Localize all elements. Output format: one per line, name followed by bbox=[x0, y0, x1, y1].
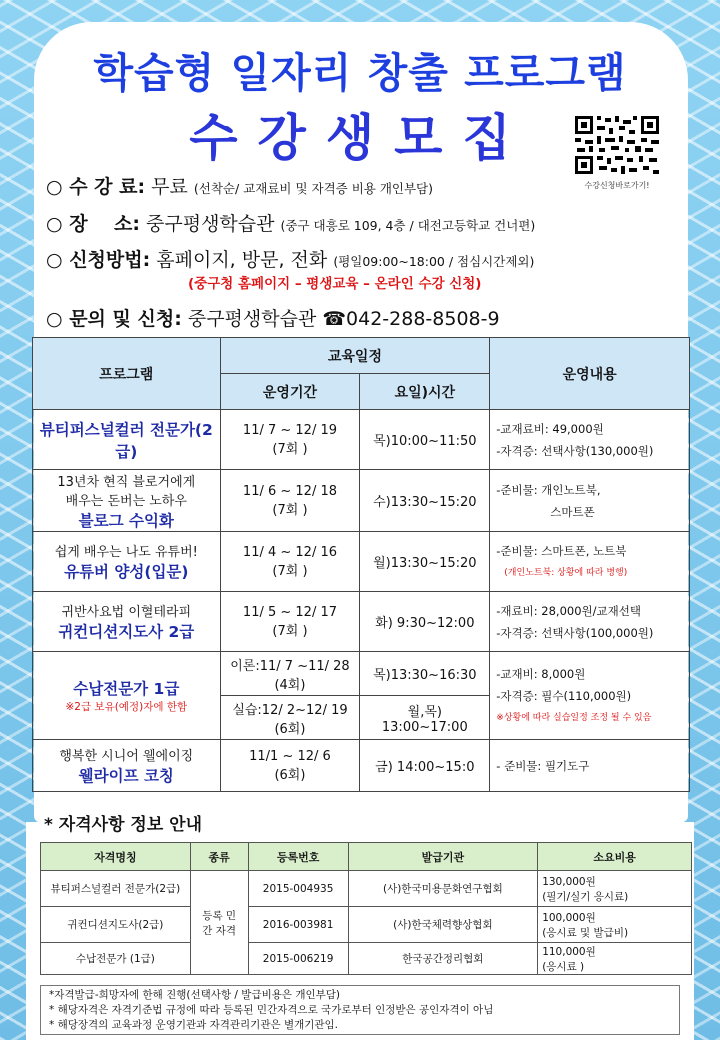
cert-cost: 110,000원 bbox=[542, 945, 596, 958]
program-pre: 13년차 현직 블로거에게 bbox=[57, 474, 196, 490]
class-time: 목)13:30~16:30 bbox=[360, 652, 490, 696]
contact-value: 중구평생학습관 ☎042-288-8508-9 bbox=[187, 308, 500, 330]
period: 11/ 4 ~ 12/ 16 bbox=[242, 544, 338, 560]
cert-cost: 130,000원 bbox=[542, 875, 596, 888]
ops-line: -교재료비: 49,000원 bbox=[496, 421, 604, 436]
table-row bbox=[41, 943, 692, 975]
apply-sub: (중구청 홈페이지 – 평생교육 – 온라인 수강 신청) bbox=[188, 276, 482, 292]
table-row bbox=[33, 410, 690, 470]
table-row bbox=[33, 470, 690, 532]
title-line2: 수강생모집 bbox=[189, 109, 531, 167]
ops-line: -준비물: 개인노트북, bbox=[496, 482, 601, 497]
class-time: 월,목) bbox=[407, 704, 442, 720]
ops-line: -자격증: 선택사항(100,000원) bbox=[496, 625, 654, 640]
header-time: 요일)시간 bbox=[360, 374, 490, 410]
note-line: * 해당자격은 자격기준법 규정에 따라 등록된 민간자격으로 국가로부터 인정받은 공인자격이 아님 bbox=[49, 1004, 494, 1016]
period: 실습:12/ 2~12/ 19 bbox=[232, 702, 348, 718]
program-name: 귀컨디션지도사 2급 bbox=[58, 623, 195, 641]
period: 이론:11/ 7 ~11/ 28 bbox=[230, 658, 350, 674]
period: 11/1 ~ 12/ 6 bbox=[249, 748, 331, 764]
qr-caption: 수강신청바로가기! bbox=[584, 181, 650, 190]
program-pre: 귀반사요법 이혈테라피 bbox=[61, 605, 192, 620]
period: 11/ 5 ~ 12/ 17 bbox=[242, 604, 338, 620]
session-count: (7회 ) bbox=[272, 623, 308, 639]
program-pre: 행복한 시니어 웰에이징 bbox=[59, 749, 194, 764]
session-count: (4회) bbox=[274, 677, 306, 693]
cert-name: 뷰티퍼스널컬러 전문가(2급) bbox=[41, 871, 191, 907]
notes-box bbox=[40, 985, 680, 1035]
apply-value: 홈페이지, 방문, 전화 bbox=[156, 249, 328, 271]
period: 11/ 7 ~ 12/ 19 bbox=[242, 422, 338, 438]
header-program: 프로그램 bbox=[33, 338, 221, 410]
contact-label: ○ 문의 및 신청: bbox=[46, 308, 182, 330]
class-time: 수)13:30~15:20 bbox=[360, 470, 490, 532]
session-count: (7회 ) bbox=[272, 441, 308, 457]
cert-org: (사)한국미용문화연구협회 bbox=[348, 871, 538, 907]
apply-note: (평일09:00~18:00 / 점심시간제외) bbox=[333, 254, 535, 269]
program-pre: 쉽게 배우는 나도 유튜버! bbox=[54, 545, 198, 560]
cert-number: 2015-004935 bbox=[248, 871, 348, 907]
apply-label: ○ 신청방법: bbox=[46, 249, 151, 271]
table-row bbox=[33, 592, 690, 652]
fee-label: ○ 수 강 료: bbox=[46, 176, 146, 198]
ops-line: ※상황에 따라 실습일정 조정 될 수 있음 bbox=[496, 712, 652, 723]
cert-cost-note: (필기/실기 응시료) bbox=[542, 890, 629, 903]
class-time: 화) 9:30~12:00 bbox=[360, 592, 490, 652]
cert-org: (사)한국체력향상협회 bbox=[348, 907, 538, 943]
note-line: *자격발급-희망자에 한해 진행(선택사항 / 발급비용은 개인부담) bbox=[49, 989, 341, 1001]
place-note: (중구 대흥로 109, 4층 / 대전고등학교 건너편) bbox=[280, 218, 536, 233]
info-place bbox=[46, 209, 535, 236]
session-count: (7회 ) bbox=[272, 563, 308, 579]
ops-line: -자격증: 필수(110,000원) bbox=[496, 688, 632, 703]
cert-org: 한국공간정리협회 bbox=[348, 943, 538, 975]
session-count: (7회 ) bbox=[272, 502, 308, 518]
program-name: 뷰티퍼스널컬러 전문가(2급) bbox=[39, 420, 213, 461]
ops-line: -재료비: 28,000원/교재선택 bbox=[496, 603, 641, 618]
fee-value: 무료 bbox=[151, 176, 188, 198]
cert-header: 등록번호 bbox=[248, 843, 348, 871]
header-ops: 운영내용 bbox=[490, 338, 690, 410]
header-schedule: 교육일정 bbox=[220, 338, 490, 374]
cert-number: 2016-003981 bbox=[248, 907, 348, 943]
program-name: 블로그 수익화 bbox=[78, 511, 174, 530]
cert-header: 소요비용 bbox=[538, 843, 692, 871]
table-row bbox=[33, 740, 690, 792]
session-count: (6회) bbox=[274, 721, 306, 737]
program-table bbox=[32, 337, 690, 792]
table-row bbox=[41, 907, 692, 943]
class-time: 금) 14:00~15:0 bbox=[360, 740, 490, 792]
class-time: 목)10:00~11:50 bbox=[360, 410, 490, 470]
program-note: ※2급 보유(예정)자에 한함 bbox=[65, 701, 188, 713]
cert-number: 2015-006219 bbox=[248, 943, 348, 975]
program-name: 웰라이프 코칭 bbox=[78, 767, 174, 785]
table-row bbox=[41, 871, 692, 907]
table-row bbox=[33, 532, 690, 592]
program-pre: 배우는 돈버는 노하우 bbox=[65, 493, 187, 509]
place-value: 중구평생학습관 bbox=[146, 213, 275, 235]
info-apply bbox=[46, 245, 534, 272]
cert-header: 발급기관 bbox=[348, 843, 538, 871]
ops-line: - 준비물: 필기도구 bbox=[496, 758, 590, 773]
program-name: 유튜버 양성(입문) bbox=[64, 563, 189, 581]
class-time: 월)13:30~15:20 bbox=[360, 532, 490, 592]
ops-line: -자격증: 선택사항(130,000원) bbox=[496, 443, 654, 458]
cert-kind: 등록 민간 자격 bbox=[190, 871, 248, 975]
place-label: ○ 장 소: bbox=[46, 213, 140, 235]
title-line1: 학습형 일자리 창출 프로그램 bbox=[93, 49, 627, 97]
class-time: 13:00~17:00 bbox=[381, 719, 468, 735]
note-line: * 해당장격의 교육과정 운영기관과 자격관리기관은 별개기관임. bbox=[49, 1019, 338, 1031]
cert-name: 귀컨디션지도사(2급) bbox=[41, 907, 191, 943]
header-period: 운영기간 bbox=[220, 374, 360, 410]
cert-cost-note: (응시료 및 발급비) bbox=[542, 926, 629, 939]
cert-header: 자격명칭 bbox=[41, 843, 191, 871]
fee-note: (선착순/ 교재료비 및 자격증 비용 개인부담) bbox=[193, 181, 434, 196]
ops-line: 스마트폰 bbox=[550, 504, 595, 519]
cert-cost: 100,000원 bbox=[542, 911, 596, 924]
session-count: (6회) bbox=[274, 767, 306, 783]
cert-table bbox=[40, 842, 692, 975]
qr-code-icon[interactable] bbox=[573, 114, 661, 176]
cert-cost-note: (응시료 ) bbox=[542, 960, 585, 973]
table-row bbox=[33, 652, 690, 696]
ops-line: -준비물: 스마트폰, 노트북 bbox=[496, 543, 627, 558]
cert-section-title: * 자격사항 정보 안내 bbox=[44, 815, 203, 835]
cert-header: 종류 bbox=[190, 843, 248, 871]
program-name: 수납전문가 1급 bbox=[73, 680, 180, 698]
info-contact bbox=[46, 304, 500, 331]
period: 11/ 6 ~ 12/ 18 bbox=[242, 483, 338, 499]
ops-line: -교재비: 8,000원 bbox=[496, 666, 586, 681]
cert-name: 수납전문가 (1급) bbox=[41, 943, 191, 975]
info-fee bbox=[46, 172, 433, 199]
ops-line: (개인노트북: 상황에 따라 병행) bbox=[504, 567, 628, 578]
